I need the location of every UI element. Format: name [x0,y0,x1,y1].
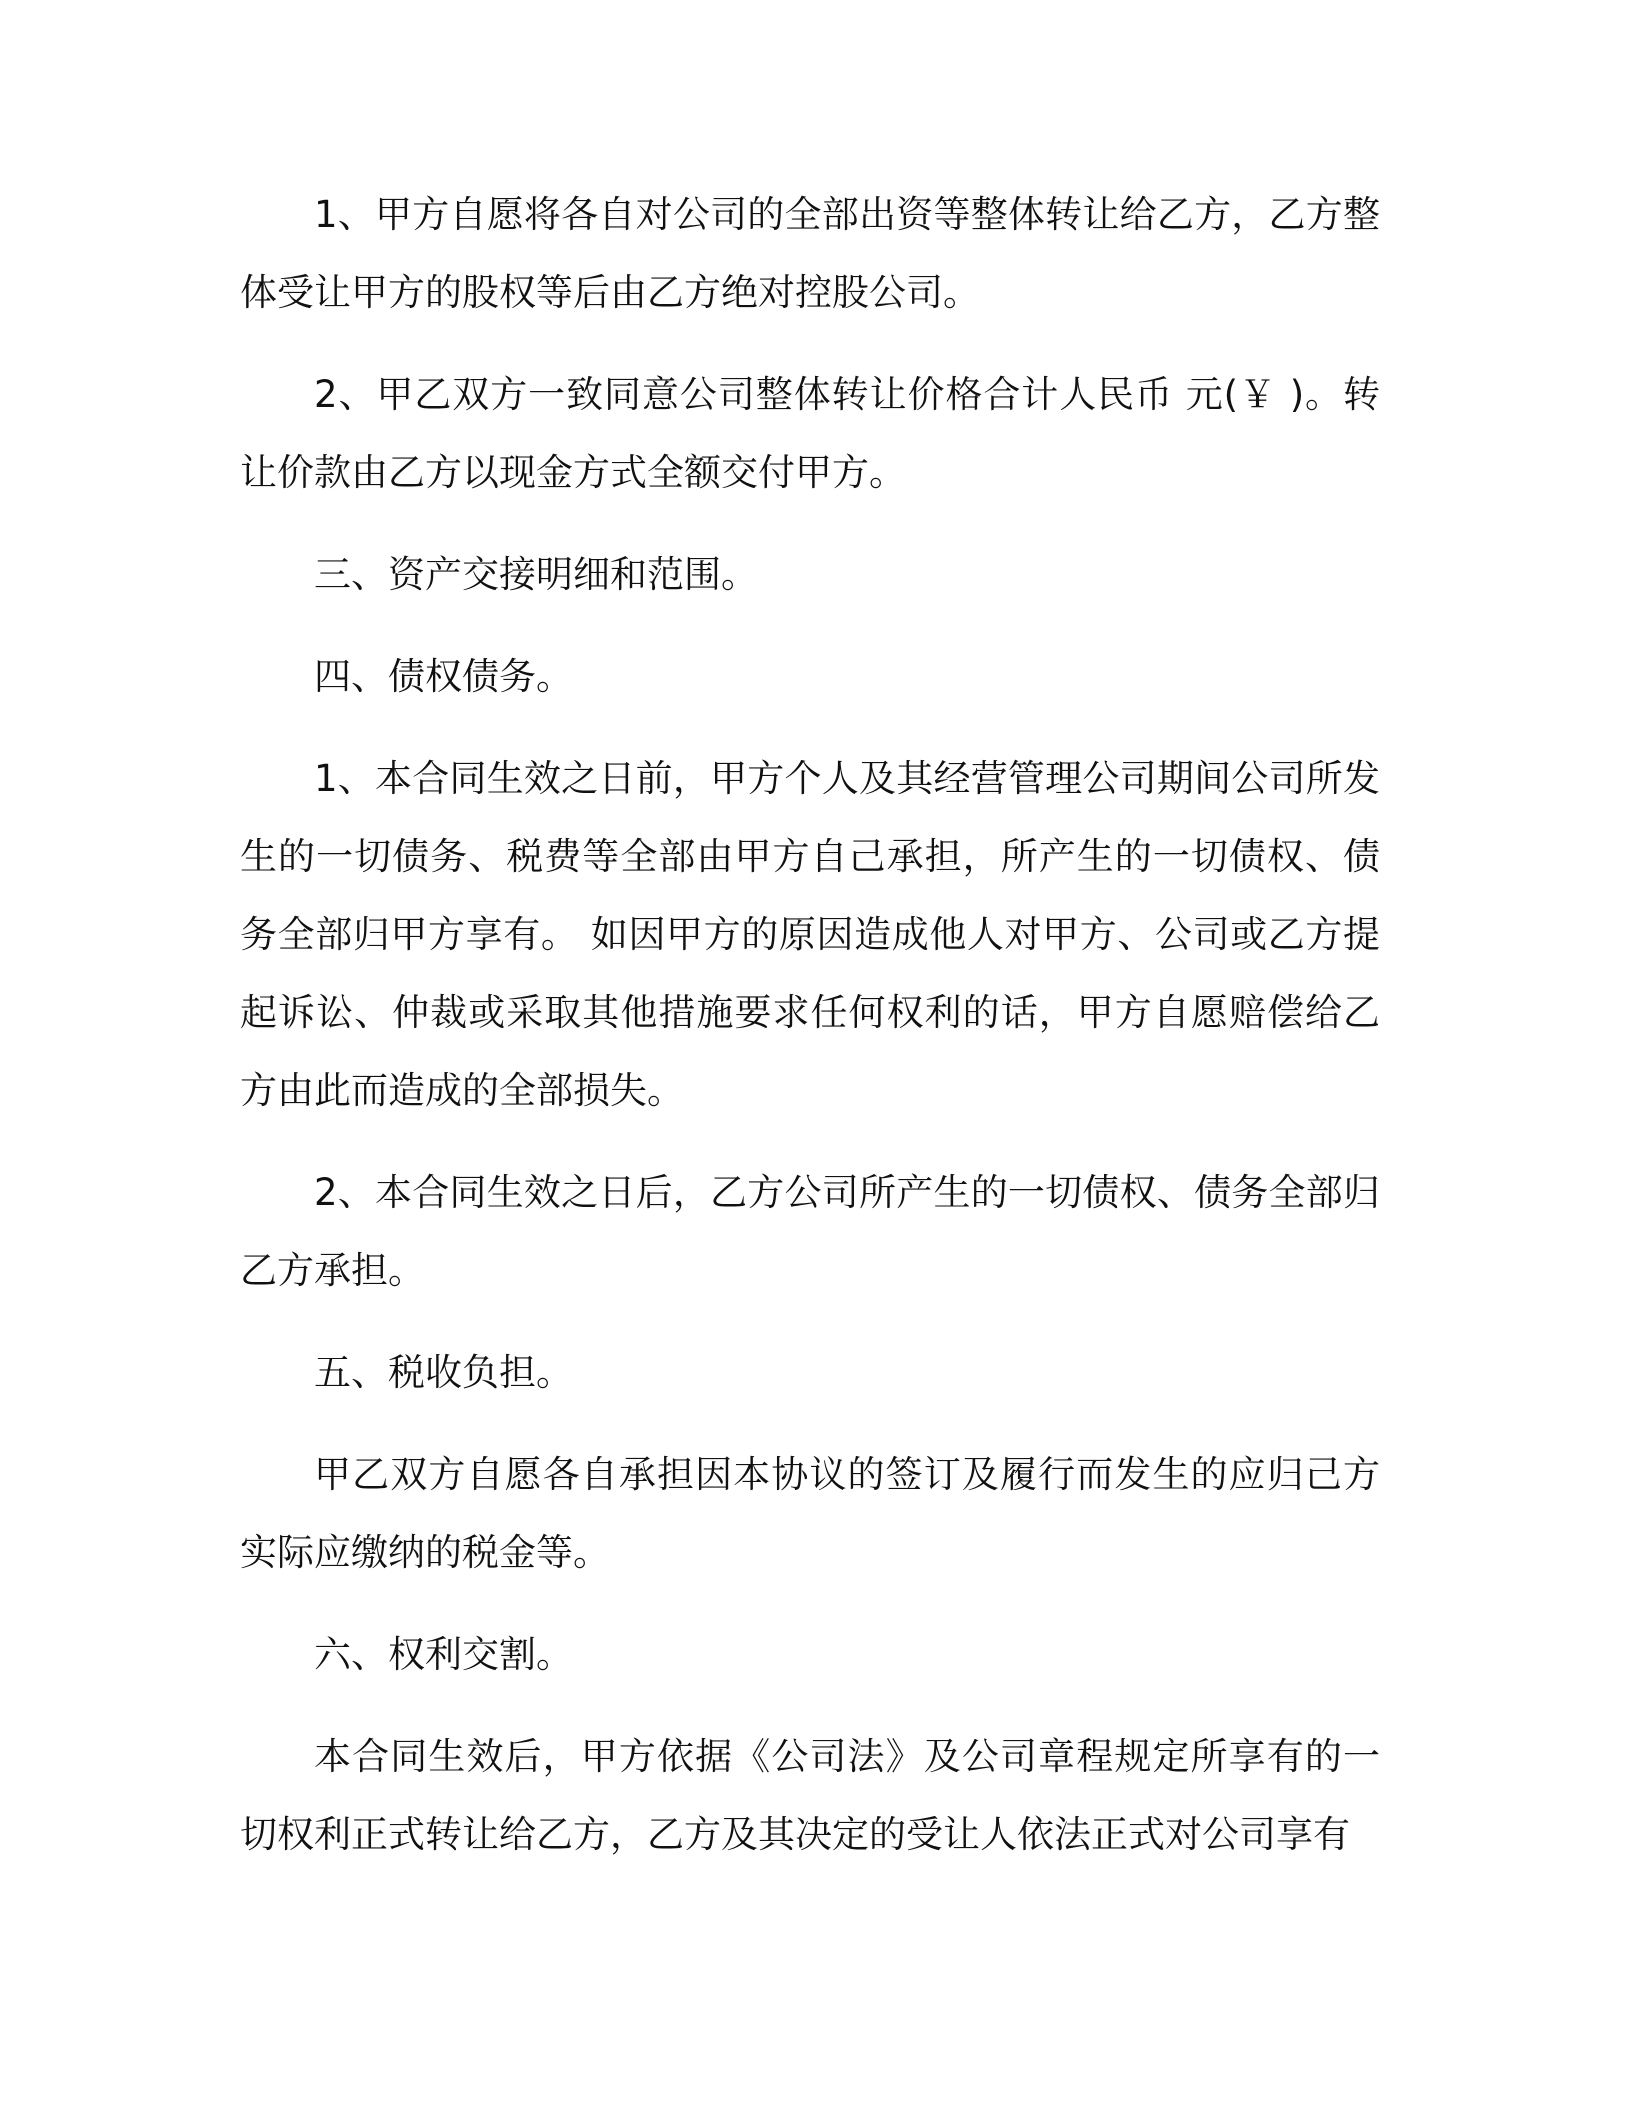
clause-4-1-pre-effective-debts: 1、本合同生效之日前，甲方个人及其经营管理公司期间公司所发生的一切债务、税费等全部由甲方自己承担，所产生的一切债权、债务全部归甲方享有。 如因甲方的原因造成他人对甲方、公司或乙方提起诉讼、仲裁或采取其他措施要求任何权利的话，甲方自愿赔偿给乙方由此而造成的全部损失。 [240,757,1380,1112]
clause-1-transfer: 1、甲方自愿将各自对公司的全部出资等整体转让给乙方，乙方整体受让甲方的股权等后由乙方绝对控股公司。 [240,193,1380,314]
section-3-heading: 三、资产交接明细和范围。 [314,553,758,596]
document-body [240,176,1380,1898]
clause-4-2-post-effective-debts: 2、本合同生效之日后，乙方公司所产生的一切债权、债务全部归乙方承担。 [240,1171,1380,1292]
section-5-tax-text: 甲乙双方自愿各自承担因本协议的签订及履行而发生的应归己方实际应缴纳的税金等。 [240,1453,1380,1574]
section-4-heading: 四、债权债务。 [314,655,573,698]
clause-2-price: 2、甲乙双方一致同意公司整体转让价格合计人民币 元(￥ )。转让价款由乙方以现金方式全额交付甲方。 [240,373,1380,494]
section-6-heading: 六、权利交割。 [314,1633,573,1676]
section-5-heading: 五、税收负担。 [314,1351,573,1394]
section-6-rights-text: 本合同生效后，甲方依据《公司法》及公司章程规定所享有的一切权利正式转让给乙方，乙方及其决定的受让人依法正式对公司享有 [240,1735,1380,1856]
